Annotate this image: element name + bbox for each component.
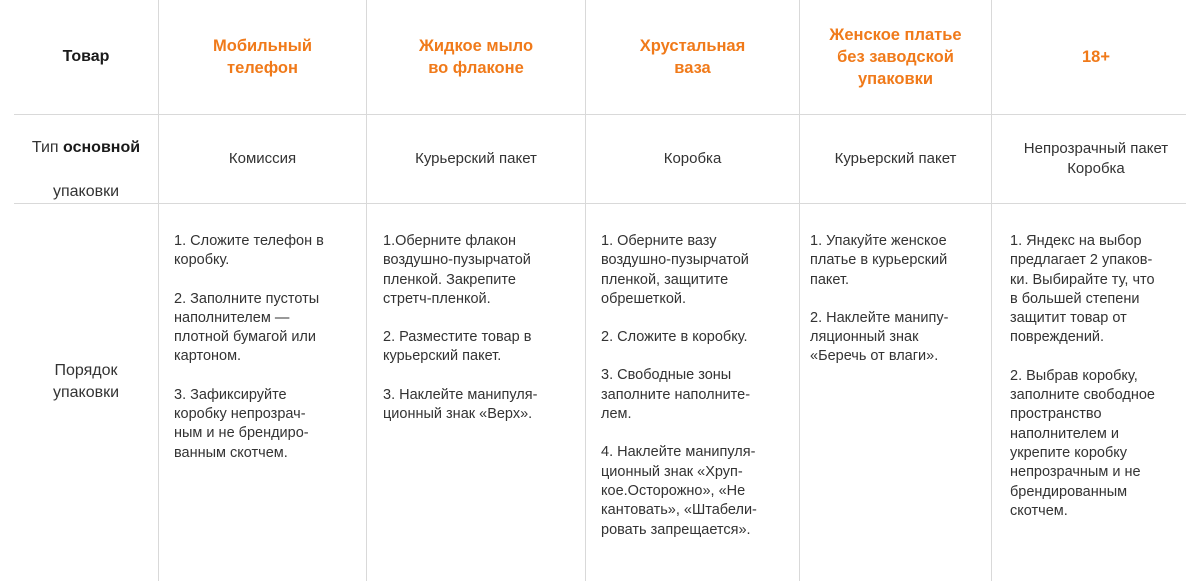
packing-steps-liquid-soap xyxy=(383,232,581,443)
row-label-packaging-type xyxy=(14,115,158,203)
packaging-type-cell: Курьерский пакет xyxy=(834,150,957,167)
packing-step: 1. Сложите телефон в коробку. xyxy=(174,233,324,269)
packing-step: 3. Наклейте манипуля- ционный знак «Верх». xyxy=(383,386,538,423)
packaging-type-cell: Курьерский пакет xyxy=(415,150,537,167)
packing-step: 4. Наклейте манипуля- ционный знак «Хруп- кое.Осторожно», «Не кантовать», «Штабели- ровать запрещается». xyxy=(601,444,757,538)
header-product-dress: Женское платье без заводской упаковки xyxy=(829,26,962,88)
row-label-bold: основной xyxy=(63,139,141,156)
packing-step: 3. Зафиксируйте коробку непрозрач- ным и не брендиро- ванным скотчем. xyxy=(174,386,309,461)
header-product-label: Товар xyxy=(62,48,110,65)
packing-steps-adult xyxy=(1010,232,1198,540)
packing-step: 1. Оберните вазу воздушно-пузырчатой пленкой, защитите обрешеткой. xyxy=(601,233,749,307)
packing-steps-mobile-phone xyxy=(174,232,360,482)
packing-step: 2. Сложите в коробку. xyxy=(601,329,748,346)
packing-step: 2. Заполните пустоты наполнителем — плотной бумагой или картоном. xyxy=(174,290,320,365)
header-product-mobile-phone: Мобильный телефон xyxy=(213,37,312,77)
row-label-suffix: упаковки xyxy=(52,183,120,200)
packing-step: 2. Разместите товар в курьерский пакет. xyxy=(383,329,532,365)
packing-steps-dress xyxy=(810,232,988,386)
packing-step: 1. Упакуйте женское платье в курьерский пакет. xyxy=(810,233,948,288)
header-product-crystal-vase: Хрустальная ваза xyxy=(639,37,746,77)
packing-step: 2. Выбрав коробку, заполните свободное пространство наполнителем и укрепите коробку непрозрачным и не брендированным скотчем. xyxy=(1010,367,1155,519)
packing-steps-crystal-vase xyxy=(601,232,797,559)
row-divider xyxy=(14,203,1186,204)
header-product-liquid-soap: Жидкое мыло во флаконе xyxy=(418,37,534,77)
packaging-type-cell: Непрозрачный пакет Коробка xyxy=(1023,140,1169,177)
header-product-adult: 18+ xyxy=(1082,48,1110,66)
packing-step: 1. Яндекс на выбор предлагает 2 упаков- ки. Выбирайте ту, что в большей степени защитит товар от повреждений. xyxy=(1010,233,1155,346)
row-label-packing-order: Порядок упаковки xyxy=(52,361,120,401)
packing-step: 2. Наклейте манипу- ляционный знак «Беречь от влаги». xyxy=(810,309,949,365)
packing-step: 3. Свободные зоны заполните наполните- лем. xyxy=(601,367,751,423)
packaging-type-cell: Коробка xyxy=(663,150,722,167)
row-label-prefix: Тип xyxy=(31,139,64,156)
packing-step: 1.Оберните флакон воздушно-пузырчатой пленкой. Закрепите стретч-пленкой. xyxy=(383,233,531,307)
packaging-type-cell: Комиссия xyxy=(228,150,297,167)
